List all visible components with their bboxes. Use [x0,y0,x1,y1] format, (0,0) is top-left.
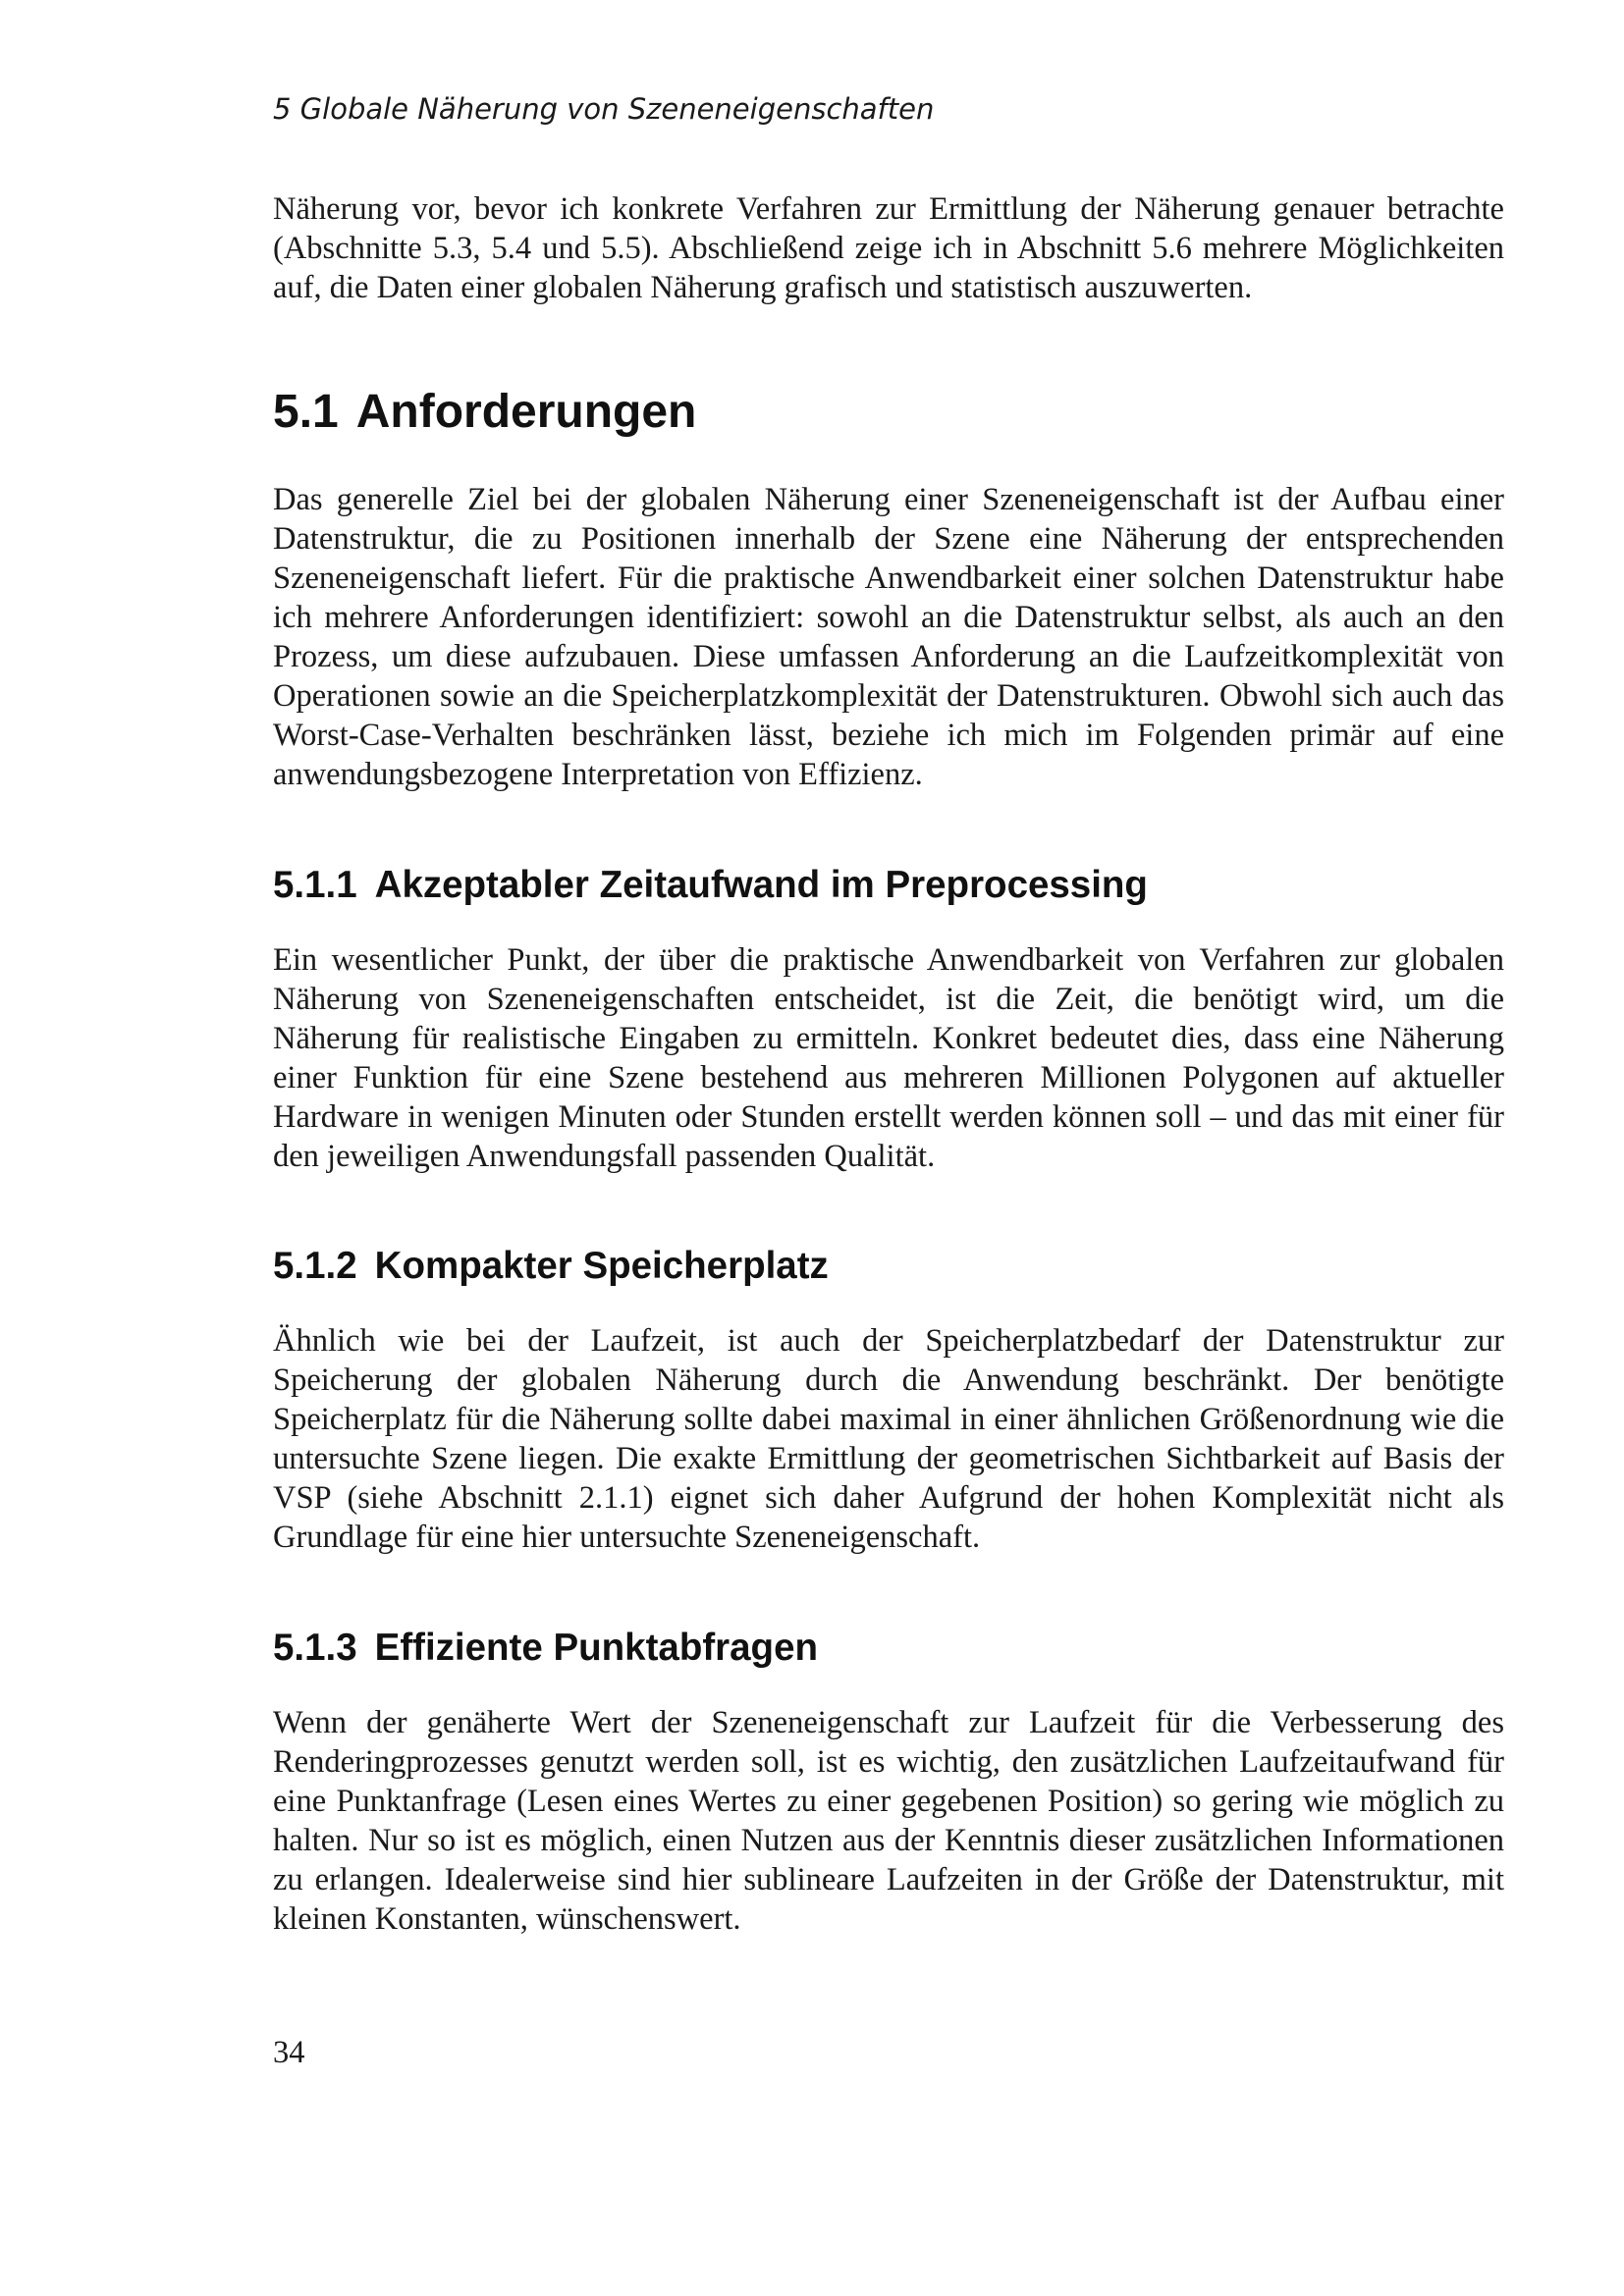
section-number: 5.1 [273,386,339,438]
subsection-heading-5-1-3 [273,1627,818,1670]
subsection-heading-5-1-2 [273,1245,829,1288]
subsection-number: 5.1.2 [273,1245,357,1287]
page-number: 34 [273,2035,305,2070]
section-paragraph: Das generelle Ziel bei der globalen Näherung einer Szeneneigenschaft ist der Aufbau einer Datenstruktur, die zu Positionen innerhalb der Szene eine Näherung der entsprechenden Szeneneigenschaft liefert. Für die praktische Anwendbarkeit einer solchen Datenstruktur habe ich mehrere Anforderungen identifiziert: sowohl an die Datenstruktur selbst, als auch an den Prozess, um diese aufzubauen. Diese umfassen Anforderung an die Laufzeitkomplexität von Operationen sowie an die Speicherplatzkomplexität der Datenstrukturen. Obwohl sich auch das Worst-Case-Verhalten beschränken lässt, beziehe ich mich im Folgenden primär auf eine anwendungsbezogene Interpretation von Effizienz. [273,482,1504,792]
subsection-paragraph-5-1-2: Ähnlich wie bei der Laufzeit, ist auch der Speicherplatzbedarf der Datenstruktur zur Speicherung der globalen Näherung durch die Anwendung beschränkt. Der benötigte Speicherplatz für die Näherung sollte dabei maximal in einer ähnlichen Größenordnung wie die untersuchte Szene liegen. Die exakte Ermittlung der geometrischen Sichtbarkeit auf Basis der VSP (siehe Abschnitt 2.1.1) eignet sich daher Aufgrund der hohen Komplexität nicht als Grundlage für eine hier untersuchte Szeneneigenschaft. [273,1323,1504,1555]
subsection-paragraph-5-1-1: Ein wesentlicher Punkt, der über die praktische Anwendbarkeit von Verfahren zur globalen Näherung von Szeneneigenschaften entscheidet, ist die Zeit, die benötigt wird, um die Näherung für realistische Eingaben zu ermitteln. Konkret bedeutet dies, dass eine Näherung einer Funktion für eine Szene bestehend aus mehreren Millionen Polygonen auf aktueller Hardware in wenigen Minuten oder Stunden erstellt werden können soll – und das mit einer für den jeweiligen Anwendungsfall passenden Qualität. [273,942,1504,1174]
section-heading [273,385,696,439]
subsection-title: Effiziente Punktabfragen [374,1627,819,1669]
subsection-title: Kompakter Speicherplatz [374,1245,829,1287]
subsection-heading-5-1-1 [273,864,1148,907]
subsection-title: Akzeptabler Zeitaufwand im Preprocessing [374,864,1148,906]
subsection-paragraph-5-1-3: Wenn der genäherte Wert der Szeneneigenschaft zur Laufzeit für die Verbesserung des Renderingprozesses genutzt werden soll, ist es wichtig, den zusätzlichen Laufzeitaufwand für eine Punktanfrage (Lesen eines Wertes zu einer gegebenen Position) so gering wie möglich zu halten. Nur so ist es möglich, einen Nutzen aus der Kenntnis dieser zusätzlichen Informationen zu erlangen. Idealerweise sind hier sublineare Laufzeiten in der Größe der Datenstruktur, mit kleinen Konstanten, wünschenswert. [273,1705,1504,1937]
intro-paragraph: Näherung vor, bevor ich konkrete Verfahren zur Ermittlung der Näherung genauer betrachte (Abschnitte 5.3, 5.4 und 5.5). Abschließend zeige ich in Abschnitt 5.6 mehrere Möglichkeiten auf, die Daten einer globalen Näherung grafisch und statistisch auszuwerten. [273,191,1504,305]
section-title: Anforderungen [355,386,697,438]
subsection-number: 5.1.3 [273,1627,357,1669]
running-head: 5 Globale Näherung von Szeneneigenschaften [273,92,935,126]
subsection-number: 5.1.1 [273,864,357,906]
